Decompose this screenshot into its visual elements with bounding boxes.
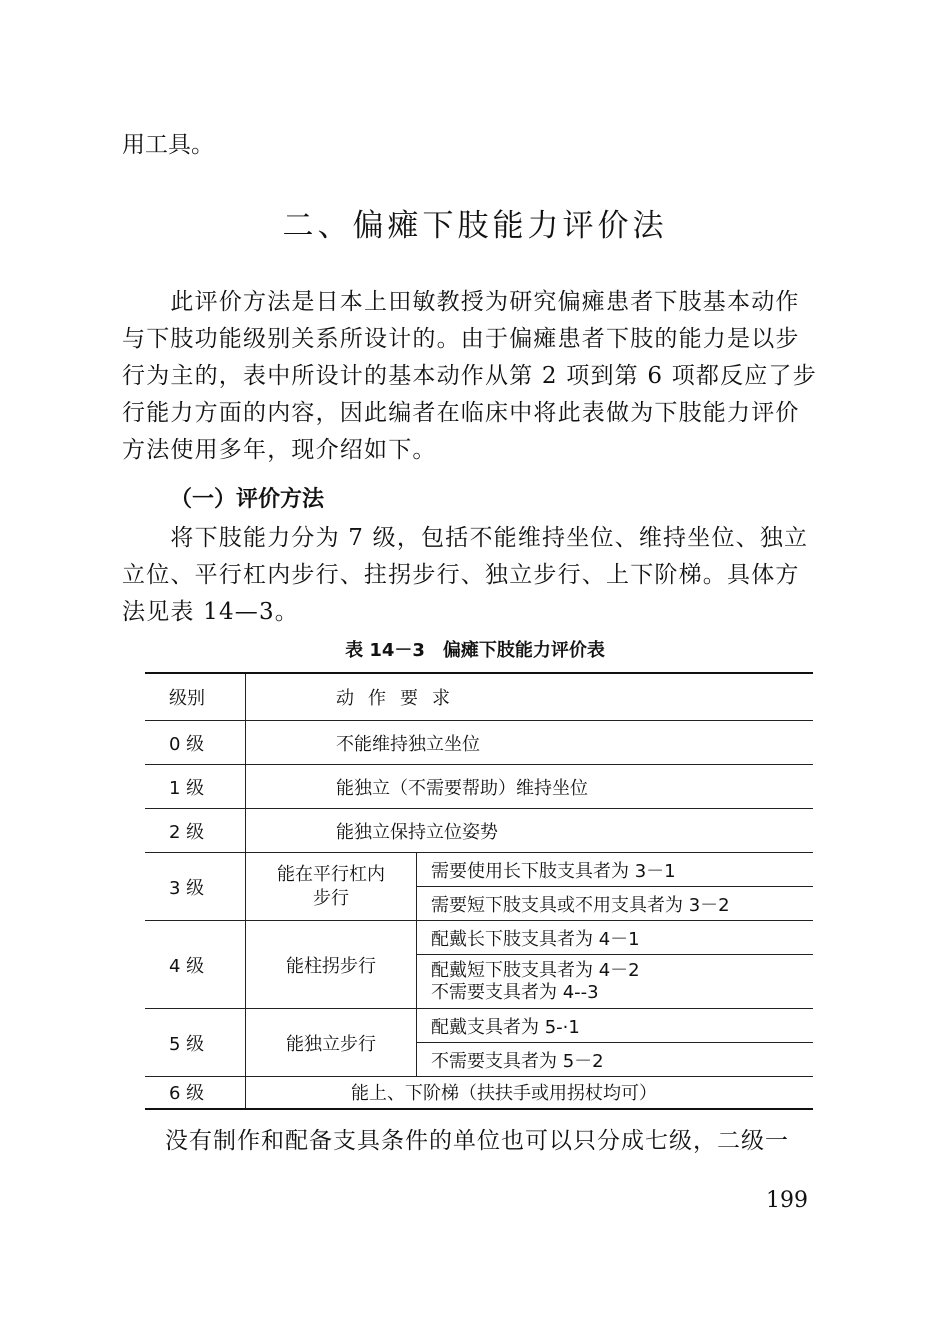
subheading: （一）评价方法 [170, 487, 325, 512]
level-cell: 4 级 [145, 921, 246, 1009]
intro-paragraph [122, 284, 817, 469]
requirement-cell: 能独立（不需要帮助）维持坐位 [246, 765, 814, 809]
table-row [145, 853, 813, 887]
intro-line-1: 此评价方法是日本上田敏教授为研究偏瘫患者下肢基本动作 [122, 289, 800, 315]
table-row [145, 1077, 813, 1109]
intro-line-5: 方法使用多年，现介绍如下。 [122, 437, 437, 463]
level-cell: 3 级 [145, 853, 246, 921]
page-number: 199 [766, 1188, 808, 1213]
table-row [145, 721, 813, 765]
level-cell: 0 级 [145, 721, 246, 765]
table-row [145, 921, 813, 955]
sub-requirement-cell [417, 955, 814, 1009]
sub-requirement-line: 不需要支具者为 4--3 [431, 981, 599, 1003]
continuation-text: 用工具。 [122, 132, 214, 158]
method-paragraph [122, 520, 808, 631]
header-level: 级别 [145, 673, 246, 721]
sub-requirement-line: 配戴短下肢支具者为 4－2 [431, 959, 640, 981]
sub-requirement-cell: 不需要支具者为 5－2 [417, 1043, 814, 1077]
continuation-paragraph: 没有制作和配备支具条件的单位也可以只分成七级，二级一 [165, 1128, 789, 1154]
table-row [145, 809, 813, 853]
header-requirement: 动作要求 [246, 673, 814, 721]
sub-requirement-cell: 配戴支具者为 5-·1 [417, 1009, 814, 1043]
sub-requirement-cell: 需要使用长下肢支具者为 3－1 [417, 853, 814, 887]
requirement-cell: 能上、下阶梯（扶扶手或用拐杖均可） [246, 1077, 814, 1109]
table-row [145, 765, 813, 809]
intro-line-3: 行为主的，表中所设计的基本动作从第 2 项到第 6 项都反应了步 [122, 363, 817, 389]
category-cell: 能独立步行 [246, 1009, 417, 1077]
level-cell: 5 级 [145, 1009, 246, 1077]
requirement-cell: 不能维持独立坐位 [246, 721, 814, 765]
level-cell: 6 级 [145, 1077, 246, 1109]
table-row [145, 1009, 813, 1043]
section-title: 二、偏瘫下肢能力评价法 [282, 208, 668, 244]
table-caption: 表 14－3 偏瘫下肢能力评价表 [345, 640, 605, 661]
method-line-1: 将下肢能力分为 7 级，包括不能维持坐位、维持坐位、独立 [122, 525, 809, 551]
table-header-row [145, 673, 813, 721]
method-line-2: 立位、平行杠内步行、拄拐步行、独立步行、上下阶梯。具体方 [122, 562, 800, 588]
intro-line-4: 行能力方面的内容，因此编者在临床中将此表做为下肢能力评价 [122, 400, 800, 426]
category-cell [246, 853, 417, 921]
sub-requirement-cell: 需要短下肢支具或不用支具者为 3－2 [417, 887, 814, 921]
sub-requirement-cell: 配戴长下肢支具者为 4－1 [417, 921, 814, 955]
level-cell: 2 级 [145, 809, 246, 853]
level-cell: 1 级 [145, 765, 246, 809]
evaluation-table [145, 672, 813, 1110]
category-text: 能在平行杠内步行 [277, 863, 385, 909]
category-cell: 能柱拐步行 [246, 921, 417, 1009]
intro-line-2: 与下肢功能级别关系所设计的。由于偏瘫患者下肢的能力是以步 [122, 326, 800, 352]
requirement-cell: 能独立保持立位姿势 [246, 809, 814, 853]
method-line-3: 法见表 14—3。 [122, 599, 300, 625]
